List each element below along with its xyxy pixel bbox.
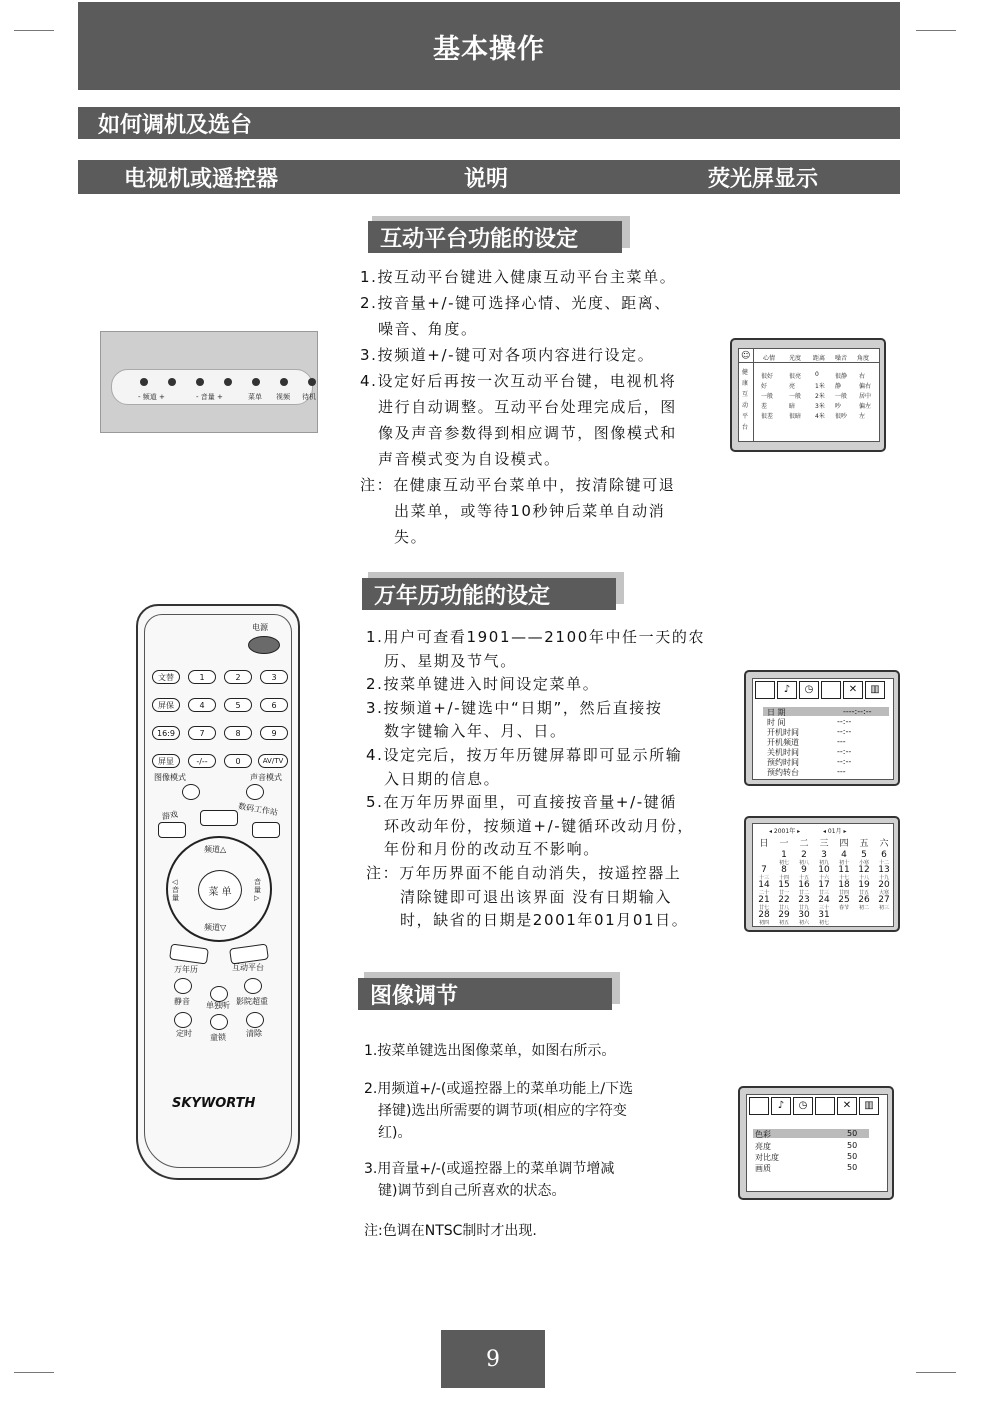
- image-mode-label: 图像模式: [154, 773, 186, 782]
- text-line: 1.按菜单键选出图像菜单，如图右所示。: [364, 1043, 616, 1059]
- calendar-day: 31: [818, 910, 830, 920]
- menu-cell: 静: [835, 383, 842, 390]
- channel-down-button[interactable]: 频道▽: [204, 923, 227, 932]
- center-top-button[interactable]: [200, 810, 238, 826]
- lunar-day: 初九: [818, 860, 829, 866]
- menu-cell: 1米: [815, 383, 825, 390]
- calendar-day: 25: [838, 895, 850, 905]
- timer-label: 定时: [176, 1029, 192, 1038]
- panel-button: [140, 378, 148, 386]
- mute-label: 静音: [174, 997, 190, 1006]
- calendar-day: 5: [861, 850, 867, 860]
- text-line: 3.用音量+/-(或遥控器上的菜单调节增减: [364, 1161, 615, 1177]
- panel-button: [224, 378, 232, 386]
- tv-icon: [749, 1097, 769, 1115]
- menu-item-value: ----:--:--: [843, 707, 872, 716]
- crop-mark: [916, 1372, 956, 1373]
- lunar-day: 廿八: [778, 905, 789, 911]
- menu-cell: 4米: [815, 413, 825, 420]
- calendar-day: 24: [818, 895, 830, 905]
- menu-item-label: 关机时间: [767, 748, 799, 757]
- satellite-icon: ✕: [843, 681, 863, 699]
- screen-display: [738, 348, 880, 442]
- weekday-label: 六: [879, 839, 889, 849]
- mute-button[interactable]: [174, 978, 192, 994]
- menu-cell: 很静: [835, 373, 848, 380]
- section-label-picture: 图像调节: [358, 978, 612, 1010]
- lunar-day: 廿七: [758, 905, 769, 911]
- panel-label-volume: - 音量 +: [196, 393, 223, 401]
- calendar-day: 20: [878, 880, 890, 890]
- divider: [739, 362, 879, 363]
- interactive-platform-label: 互动平台: [232, 963, 264, 972]
- lunar-day: 廿三: [818, 890, 829, 896]
- panel-label-video: 视频: [276, 393, 290, 401]
- note-line: 出菜单，或等待10秒钟后菜单自动消: [394, 502, 666, 520]
- side-label: [742, 367, 750, 433]
- menu-item-value: 50: [847, 1141, 858, 1150]
- screensaver-button[interactable]: 屏保: [152, 698, 180, 712]
- column-header-device: 电视机或遥控器: [124, 167, 279, 192]
- digit-1-button[interactable]: 1: [188, 670, 216, 684]
- lunar-day: 初六: [798, 920, 809, 926]
- calendar-day: 28: [758, 910, 770, 920]
- calendar-day: 11: [838, 865, 850, 875]
- timer-button[interactable]: [174, 1012, 192, 1028]
- text-line: 数字键输入年、月、日。: [384, 722, 567, 741]
- screen-display: [752, 823, 894, 927]
- lunar-day: 十七: [838, 875, 849, 881]
- lunar-day: 十五: [798, 875, 809, 881]
- text-line: 2.按菜单键进入时间设定菜单。: [366, 675, 600, 694]
- weekday-label: 二: [799, 839, 809, 849]
- calendar-day: 13: [878, 865, 890, 875]
- lunar-day: 初七: [778, 860, 789, 866]
- side-char: 台: [742, 424, 749, 431]
- lunar-day: 廿二: [798, 890, 809, 896]
- menu-header: 距离: [813, 355, 826, 362]
- calendar-month: ◂ 01月 ▸: [823, 828, 847, 835]
- menu-item-value: --:--: [837, 757, 852, 766]
- display-button[interactable]: 屏显: [152, 754, 180, 768]
- menu-cell: 吵: [835, 403, 842, 410]
- panel-button: [196, 378, 204, 386]
- menu-cell: 左: [859, 413, 866, 420]
- menu-item-value: 50: [847, 1163, 858, 1172]
- calendar-day: 10: [818, 865, 830, 875]
- text-line: 声音模式变为自设模式。: [378, 450, 561, 468]
- sound-mode-button[interactable]: [246, 784, 264, 800]
- menu-cell: 一般: [835, 393, 848, 400]
- screen-display: [746, 1094, 888, 1192]
- side-char: 平: [742, 413, 749, 420]
- side-char: 互: [742, 391, 749, 398]
- menu-item-label: 预约时间: [767, 758, 799, 767]
- menu-cell: 一般: [761, 393, 774, 400]
- menu-item-value: --:--: [837, 747, 852, 756]
- page-title: 基本操作: [78, 2, 900, 90]
- panel-control-strip: [111, 369, 316, 405]
- screen-interactive-menu: [730, 338, 886, 452]
- menu-cell: 暗: [789, 403, 796, 410]
- calendar-day: 26: [858, 895, 870, 905]
- lunar-day: 初三: [878, 905, 889, 911]
- calendar-day: 16: [798, 880, 810, 890]
- panel-button: [308, 378, 316, 386]
- menu-item-value: 50: [847, 1129, 858, 1138]
- lunar-day: 十二: [878, 860, 889, 866]
- weekday-label: 五: [859, 839, 869, 849]
- divider: [753, 349, 754, 441]
- calendar-day: 30: [798, 910, 810, 920]
- lunar-day: 十九: [878, 875, 889, 881]
- bar-graph-icon: ▥: [859, 1097, 879, 1115]
- teletext-button[interactable]: 文替: [152, 670, 180, 684]
- menu-cell: 一般: [789, 393, 802, 400]
- text-line: 年份和月份的改动互不影响。: [384, 840, 600, 859]
- menu-cell: 2米: [815, 393, 825, 400]
- text-line: 4.设定好后再按一次互动平台键，电视机将: [360, 372, 677, 390]
- text-line: 进行自动调整。互动平台处理完成后，图: [378, 398, 677, 416]
- digit-0-button[interactable]: 0: [224, 754, 252, 768]
- lunar-day: 初五: [778, 920, 789, 926]
- digit-7-button[interactable]: 7: [188, 726, 216, 740]
- section2-text: [366, 626, 705, 933]
- digit-8-button[interactable]: 8: [224, 726, 252, 740]
- text-line: 噪音、角度。: [378, 320, 478, 338]
- section-label-calendar: 万年历功能的设定: [362, 578, 616, 610]
- text-line: 2.按音量+/-键可选择心情、光度、距离、: [360, 294, 671, 312]
- menu-cell: 好: [761, 383, 768, 390]
- text-line: 5.在万年历界面里，可直接按音量+/-键循: [366, 793, 677, 812]
- calendar-day: 21: [758, 895, 770, 905]
- menu-item-label: 开机时间: [767, 728, 799, 737]
- menu-header: 噪音: [835, 355, 848, 362]
- menu-cell: 很暗: [789, 413, 802, 420]
- note-line: 清除键即可退出该界面 没有日期输入: [400, 887, 672, 906]
- calendar-year: ◂ 2001年 ▸: [769, 828, 801, 835]
- panel-button: [280, 378, 288, 386]
- panel-label-menu: 菜单: [248, 393, 262, 401]
- page-number: 9: [441, 1330, 545, 1388]
- digit-3-button[interactable]: 3: [260, 670, 288, 684]
- lunar-day: 小寒: [858, 860, 869, 866]
- lunar-day: 十六: [818, 875, 829, 881]
- crop-mark: [14, 1372, 54, 1373]
- lunar-day: 廿五: [858, 890, 869, 896]
- note-line: 时，缺省的日期是2001年01月01日。: [400, 911, 689, 930]
- digit-2-button[interactable]: 2: [224, 670, 252, 684]
- crop-mark: [916, 30, 956, 31]
- section1-text: [360, 264, 677, 550]
- menu-cell: 偏左: [859, 403, 872, 410]
- text-line: 3.按频道+/-键可对各项内容进行设定。: [360, 346, 655, 364]
- menu-cell: 很差: [761, 413, 774, 420]
- column-header-bar: [78, 160, 900, 194]
- menu-cell: 偏右: [859, 383, 872, 390]
- menu-cell: 很好: [761, 373, 774, 380]
- picture-icon: [815, 1097, 835, 1115]
- calendar-label: 万年历: [174, 965, 198, 974]
- calendar-day: 22: [778, 895, 790, 905]
- image-mode-button[interactable]: [182, 784, 200, 800]
- lunar-day: 初八: [798, 860, 809, 866]
- lunar-day: 十三: [758, 875, 769, 881]
- calendar-day: 23: [798, 895, 810, 905]
- calendar-day: 7: [761, 865, 767, 875]
- text-line: 键)调节到自己所喜欢的状态。: [378, 1183, 566, 1199]
- digital-station-label: 数码工作站: [237, 801, 279, 818]
- menu-item-label: 开机频道: [767, 738, 799, 747]
- calendar-day: 27: [878, 895, 890, 905]
- game-label: 游戏: [161, 809, 179, 822]
- lunar-day: 初二: [858, 905, 869, 911]
- side-char: 健: [742, 369, 749, 376]
- music-note-icon: ♪: [777, 681, 797, 699]
- weekday-label: 日: [759, 839, 769, 849]
- side-char: 动: [742, 402, 749, 409]
- menu-cell: 差: [761, 403, 768, 410]
- menu-item-value: --:--: [837, 727, 852, 736]
- lunar-day: 初七: [818, 920, 829, 926]
- lunar-day: 廿九: [798, 905, 809, 911]
- lunar-day: 春节: [838, 905, 849, 911]
- calendar-day: 2: [801, 850, 807, 860]
- screen-display: [752, 678, 894, 780]
- calendar-day: 17: [818, 880, 830, 890]
- section-label-interactive: 互动平台功能的设定: [368, 221, 622, 253]
- menu-header: 光度: [789, 355, 802, 362]
- menu-item-label: 对比度: [755, 1153, 779, 1162]
- bar-graph-icon: ▥: [865, 681, 885, 699]
- menu-item-value: ---: [837, 737, 846, 746]
- menu-header: 心情: [763, 355, 776, 362]
- crop-mark: [14, 30, 54, 31]
- text-line: 红)。: [378, 1125, 412, 1141]
- text-line: 1.按互动平台键进入健康互动平台主菜单。: [360, 268, 677, 286]
- column-header-screen: 荧光屏显示: [708, 167, 819, 192]
- menu-item-value: ---: [837, 767, 846, 776]
- picture-icon: [821, 681, 841, 699]
- panel-label-channel: - 频道 +: [138, 393, 165, 401]
- child-lock-label: 童锁: [210, 1033, 226, 1042]
- tv-front-panel: [100, 331, 318, 433]
- weekday-label: 四: [839, 839, 849, 849]
- calendar-day: 9: [801, 865, 807, 875]
- aspect-ratio-button[interactable]: 16:9: [152, 726, 180, 740]
- section-heading: 如何调机及选台: [78, 107, 900, 139]
- side-char: 康: [742, 380, 749, 387]
- calendar-day: 1: [781, 850, 787, 860]
- note-line: 失。: [394, 528, 428, 546]
- remote-control: [136, 604, 300, 1180]
- menu-cell: 3米: [815, 403, 825, 410]
- digit-mode-button[interactable]: -/--: [188, 754, 216, 768]
- lunar-day: 大寒: [878, 890, 889, 896]
- screen-time-menu: [744, 670, 900, 786]
- lunar-day: 三十: [818, 905, 829, 911]
- menu-item-label: 时 间: [767, 718, 786, 727]
- note-line: 注：在健康互动平台菜单中，按清除键可退: [360, 476, 676, 494]
- tv-icon: [755, 681, 775, 699]
- text-line: 2.用频道+/-(或遥控器上的菜单功能上/下选: [364, 1081, 634, 1097]
- menu-item-value: --:--: [837, 717, 852, 726]
- menu-cell: 亮: [789, 383, 796, 390]
- menu-item-label: 画质: [755, 1164, 771, 1173]
- panel-button: [168, 378, 176, 386]
- lunar-day: 初四: [758, 920, 769, 926]
- solo-listen-label: 单独听: [206, 1001, 230, 1010]
- screen-picture-menu: [738, 1086, 894, 1200]
- music-note-icon: ♪: [771, 1097, 791, 1115]
- calendar-day: 12: [858, 865, 870, 875]
- clear-button[interactable]: [246, 1012, 264, 1028]
- menu-cell: 很吵: [835, 413, 848, 420]
- menu-cell: 居中: [859, 393, 872, 400]
- menu-cell: 0: [815, 371, 819, 378]
- menu-cell: 右: [859, 373, 866, 380]
- volume-down-button[interactable]: ◁音量: [172, 878, 179, 902]
- calendar-day: 29: [778, 910, 790, 920]
- digit-4-button[interactable]: 4: [188, 698, 216, 712]
- panel-button: [252, 378, 260, 386]
- theater-bass-label: 影院超重: [236, 997, 268, 1006]
- digit-6-button[interactable]: 6: [260, 698, 288, 712]
- clock-icon: ◷: [799, 681, 819, 699]
- calendar-day: 8: [781, 865, 787, 875]
- av-tv-button[interactable]: AV/TV: [258, 754, 288, 768]
- calendar-day: 19: [858, 880, 870, 890]
- text-line: 择键)选出所需要的调节项(相应的字符变: [378, 1103, 627, 1119]
- note-line: 注：万年历界面不能自动消失，按遥控器上: [366, 863, 682, 882]
- menu-item-value: 50: [847, 1152, 858, 1161]
- calendar-day: 6: [881, 850, 887, 860]
- channel-up-button[interactable]: 频道△: [204, 845, 227, 854]
- power-button[interactable]: [248, 636, 280, 654]
- digital-station-button[interactable]: [252, 822, 280, 838]
- calendar-day: 18: [838, 880, 850, 890]
- lunar-day: 二十: [758, 890, 769, 896]
- digit-9-button[interactable]: 9: [260, 726, 288, 740]
- lunar-day: 初十: [838, 860, 849, 866]
- calendar-day: 3: [821, 850, 827, 860]
- note-line: 注:色调在NTSC制时才出现.: [364, 1223, 537, 1239]
- lunar-day: 十八: [858, 875, 869, 881]
- lunar-day: 十四: [778, 875, 789, 881]
- volume-up-button[interactable]: 音量▷: [254, 878, 261, 902]
- text-line: 1.用户可查看1901——2100年中任一天的农: [366, 628, 706, 646]
- weekday-label: 一: [779, 839, 789, 849]
- menu-button[interactable]: 菜 单: [198, 870, 242, 910]
- clear-label: 清除: [246, 1029, 262, 1038]
- menu-header: 角度: [857, 355, 870, 362]
- calendar-day: 14: [758, 880, 770, 890]
- brand-logo: SKYWORTH: [172, 1096, 256, 1111]
- menu-item-label: 日 期: [767, 708, 786, 717]
- text-line: 3.按频道+/-键选中“日期”，然后直接按: [366, 698, 663, 717]
- text-line: 环改动年份，按频道+/-键循环改动月份，: [384, 816, 695, 835]
- menu-item-label: 亮度: [755, 1142, 771, 1151]
- menu-item-label: 色彩: [755, 1130, 771, 1139]
- menu-cell: 很亮: [789, 373, 802, 380]
- theater-bass-button[interactable]: [244, 978, 262, 994]
- text-line: 像及声音参数得到相应调节，图像模式和: [378, 424, 677, 442]
- digit-5-button[interactable]: 5: [224, 698, 252, 712]
- lunar-day: 廿一: [778, 890, 789, 896]
- column-header-description: 说明: [464, 167, 509, 192]
- menu-item-label: 预约转台: [767, 768, 799, 777]
- text-line: 4.设定完后，按万年历键屏幕即可显示所输: [366, 745, 683, 764]
- power-label: 电源: [252, 623, 268, 632]
- satellite-icon: ✕: [837, 1097, 857, 1115]
- screen-calendar: [744, 816, 900, 932]
- panel-label-standby: 待机: [302, 393, 316, 401]
- child-lock-button[interactable]: [210, 1014, 228, 1030]
- calendar-day: 4: [841, 850, 847, 860]
- text-line: 入日期的信息。: [384, 769, 501, 788]
- clock-icon: ◷: [793, 1097, 813, 1115]
- calendar-day: 15: [778, 880, 790, 890]
- game-button[interactable]: [158, 822, 186, 838]
- text-line: 历、星期及节气。: [384, 651, 517, 670]
- sound-mode-label: 声音模式: [250, 773, 282, 782]
- lunar-day: 廿四: [838, 890, 849, 896]
- smiley-icon: ☺: [741, 351, 751, 361]
- weekday-label: 三: [819, 839, 829, 849]
